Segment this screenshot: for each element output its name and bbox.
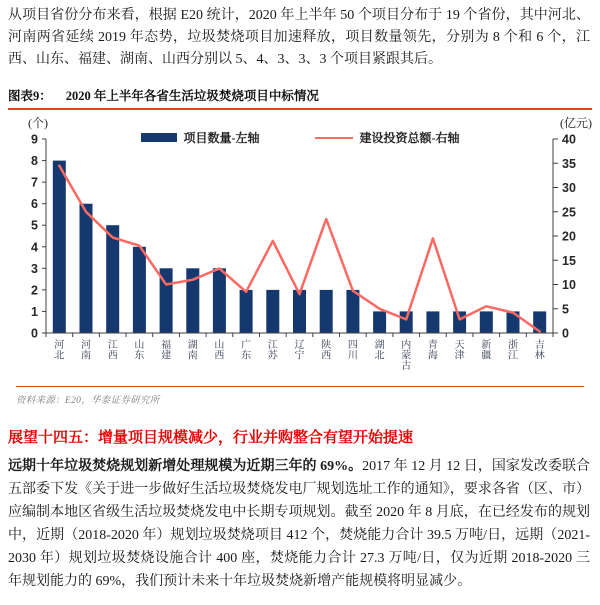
svg-text:9: 9 [31,132,38,147]
outlook-lead-sentence: 远期十年垃圾焚烧规划新增处理规模为近期三年的 69%。 [8,459,363,474]
svg-text:2: 2 [31,283,38,298]
bar [320,290,333,333]
legend-line-label: 建设投资总额-右轴 [359,131,460,145]
svg-text:河南: 河南 [81,340,91,362]
bar [346,290,359,333]
right-axis-tick-labels [562,133,576,341]
svg-text:35: 35 [562,156,576,171]
figure-title: 2020 年上半年各省生活垃圾焚烧项目中标情况 [65,89,319,103]
svg-text:0: 0 [31,326,38,341]
bar [266,290,279,333]
bar-swatch-icon [141,133,177,142]
bar [453,311,466,333]
left-axis-unit-label: (个) [28,116,48,130]
svg-text:20: 20 [562,229,576,244]
bar [53,161,66,333]
svg-text:15: 15 [562,253,576,268]
bar [426,311,439,333]
svg-text:4: 4 [31,240,38,255]
svg-text:5: 5 [562,302,569,317]
svg-text:3: 3 [31,261,38,276]
bar [400,311,413,333]
bar [213,268,226,333]
figure-source: 资料来源：E20，华泰证券研究所 [16,386,584,406]
bar [240,290,253,333]
svg-text:25: 25 [562,205,576,220]
svg-text:吉林: 吉林 [534,340,545,362]
bar [133,247,146,333]
chart-svg [8,110,592,378]
svg-text:天津: 天津 [454,340,465,362]
svg-text:江西: 江西 [107,340,118,362]
legend-bar-label: 项目数量-左轴 [183,131,260,145]
svg-text:河北: 河北 [54,340,65,362]
svg-text:福建: 福建 [161,340,172,362]
svg-text:30: 30 [562,181,576,195]
figure-9 [8,86,592,406]
outlook-body-text: 2017 年 12 月 12 日，国家发改委联合五部委下发《关于进一步做好生活垃圾焚烧发电厂规划选址工作的通知》，要求各省（区、市）应编制本地区省级生活垃圾焚烧发电中长期专项规划。截至 2020 年 8 月底，在已经发布的规划中，近期（2018-2020 年）规划垃圾焚烧项目 412 个，焚烧能力合计 39.5 万吨/日，远期（2021-2030 年）规划垃圾焚烧设施合计 400 座，焚烧能力合计 27.3 万吨/日，仅为近期 2018-2020 三年规划能力的 69%，我们预计未来十年垃圾焚烧新增产能规模将明显减少。 [8,459,590,589]
svg-text:新疆: 新疆 [481,340,492,362]
svg-text:5: 5 [31,218,38,233]
svg-text:10: 10 [562,278,576,292]
svg-text:内蒙古: 内蒙古 [401,340,412,372]
line-swatch-icon [315,137,353,139]
chart-legend [8,129,592,146]
chart-plot-area [8,110,592,378]
svg-text:四川: 四川 [347,340,358,362]
svg-text:浙江: 浙江 [508,340,518,362]
svg-text:0: 0 [562,326,569,341]
bar [80,204,93,333]
svg-text:1: 1 [31,304,38,319]
svg-text:湖南: 湖南 [187,340,198,362]
legend-item-investment [315,129,460,146]
figure-header [8,86,592,110]
figure-label: 图表9： [8,89,52,103]
svg-text:山东: 山东 [134,340,145,362]
svg-text:湖北: 湖北 [374,340,385,362]
svg-text:6: 6 [31,197,38,212]
left-axis-tick-labels [31,133,38,341]
category-labels [54,338,544,372]
svg-text:江苏: 江苏 [267,340,278,362]
svg-text:40: 40 [562,132,576,147]
bar-series [53,161,546,333]
svg-text:青海: 青海 [427,340,438,362]
bar [293,290,306,333]
bar [373,311,386,333]
right-axis-unit-label: (亿元) [560,116,592,130]
svg-text:山西: 山西 [214,340,225,362]
svg-text:广东: 广东 [241,340,252,362]
intro-paragraph: 从项目省份分布来看，根据 E20 统计，2020 年上半年 50 个项目分布于 19 个省份，其中河北、河南两省延续 2019 年态势，垃圾焚烧项目加速释放，项目数量领先，分别为 8 个和 6 个，江西、山东、福建、湖南、山西分别以 5、4、3、3、3 个项目紧跟其后。 [8,8,590,67]
outlook-paragraph [8,455,590,593]
bar-line-chart [8,110,592,378]
svg-text:辽宁: 辽宁 [294,340,305,362]
bar [106,225,119,333]
outlook-heading: 展望十四五：增量项目规模减少，行业并购整合有望开始提速 [8,430,414,446]
svg-text:7: 7 [31,175,38,190]
svg-text:8: 8 [31,154,38,169]
svg-text:陕西: 陕西 [321,340,332,362]
bar [480,311,493,333]
legend-item-projects [141,129,260,146]
